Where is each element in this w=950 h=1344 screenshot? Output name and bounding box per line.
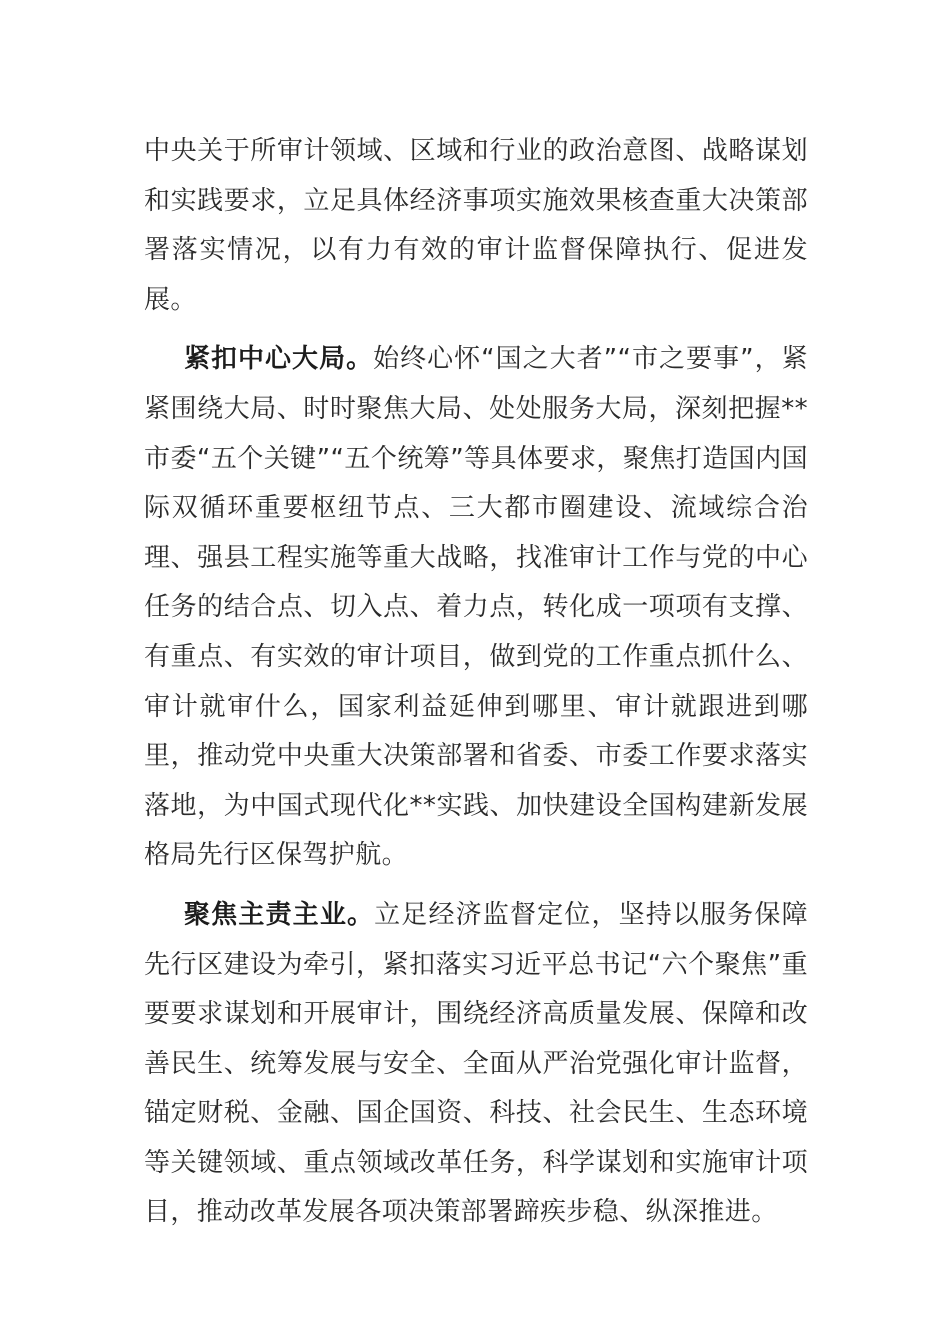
- paragraph-text: 立足经济监督定位，坚持以服务保障先行区建设为牵引，紧扣落实习近平总书记“六个聚焦”重要要求谋划和开展审计，围绕经济高质量发展、保障和改善民生、统筹发展与安全、全面从严治党强化审计监督，锚定财税、金融、国企国资、科技、社会民生、生态环境等关键领域、重点领域改革任务，科学谋划和实施审计项目，推动改革发展各项决策部署蹄疾步稳、纵深推进。: [144, 899, 808, 1228]
- paragraph-continuation: [144, 127, 808, 325]
- paragraph-text: 始终心怀“国之大者”“市之要事”，紧紧围绕大局、时时聚焦大局、处处服务大局，深刻把握**市委“五个关键”“五个统筹”等具体要求，聚焦打造国内国际双循环重要枢纽节点、三大都市圈建设、流域综合治理、强县工程实施等重大战略，找准审计工作与党的中心任务的结合点、切入点、着力点，转化成一项项有支撑、有重点、有实效的审计项目，做到党的工作重点抓什么、审计就审什么，国家利益延伸到哪里、审计就跟进到哪里，推动党中央重大决策部署和省委、市委工作要求落实落地，为中国式现代化**实践、加快建设全国构建新发展格局先行区保驾护航。: [144, 344, 808, 871]
- paragraph-main-duty: [144, 891, 808, 1238]
- document-body: [144, 127, 808, 1248]
- paragraph-heading: 聚焦主责主业。: [184, 899, 375, 930]
- paragraph-heading: 紧扣中心大局。: [184, 344, 374, 375]
- paragraph-text: 中央关于所审计领域、区域和行业的政治意图、战略谋划和实践要求，立足具体经济事项实施效果核查重大决策部署落实情况，以有力有效的审计监督保障执行、促进发展。: [144, 136, 808, 315]
- paragraph-focus-center: [144, 335, 808, 881]
